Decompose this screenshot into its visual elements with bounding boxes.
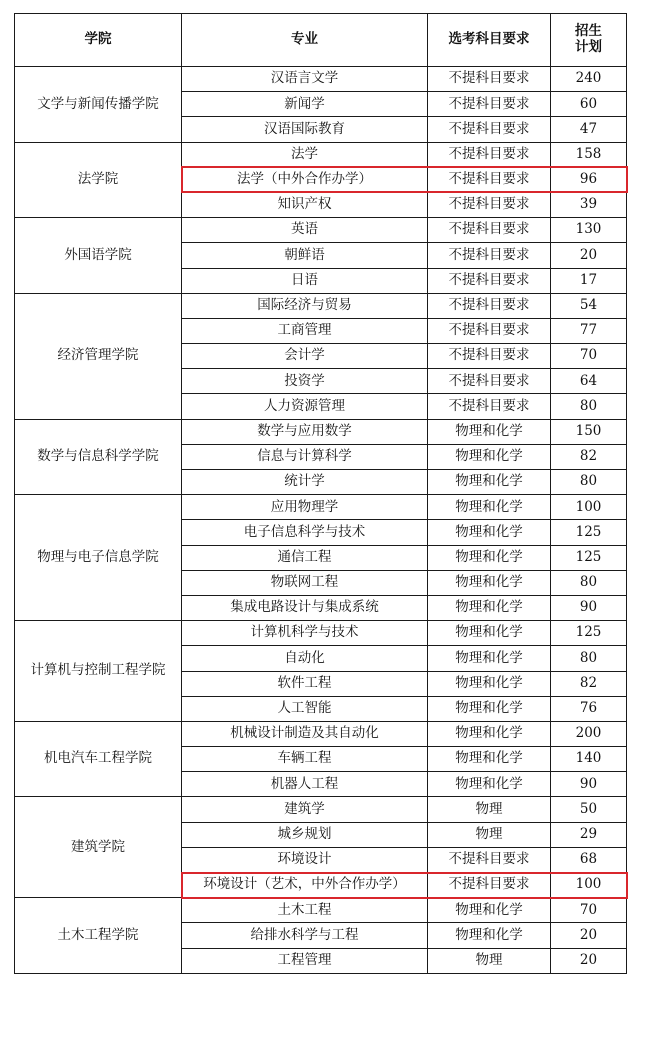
major-cell: 建筑学 bbox=[182, 797, 428, 822]
subject-requirement-cell: 不提科目要求 bbox=[428, 369, 551, 394]
major-cell: 朝鲜语 bbox=[182, 243, 428, 268]
subject-requirement-cell: 不提科目要求 bbox=[428, 344, 551, 369]
major-cell: 环境设计（艺术，中外合作办学） bbox=[182, 873, 428, 898]
subject-requirement-cell: 物理和化学 bbox=[428, 495, 551, 520]
table-row bbox=[15, 419, 627, 444]
major-cell: 人力资源管理 bbox=[182, 394, 428, 419]
major-cell: 英语 bbox=[182, 218, 428, 243]
subject-requirement-cell: 不提科目要求 bbox=[428, 218, 551, 243]
enrollment-plan-cell: 158 bbox=[551, 142, 627, 167]
header-major: 专业 bbox=[182, 14, 428, 67]
subject-requirement-cell: 物理 bbox=[428, 822, 551, 847]
subject-requirement-cell: 不提科目要求 bbox=[428, 167, 551, 192]
subject-requirement-cell: 物理 bbox=[428, 948, 551, 973]
enrollment-plan-cell: 200 bbox=[551, 721, 627, 746]
major-cell: 工程管理 bbox=[182, 948, 428, 973]
major-cell: 通信工程 bbox=[182, 545, 428, 570]
enrollment-plan-cell: 80 bbox=[551, 470, 627, 495]
major-cell: 机器人工程 bbox=[182, 772, 428, 797]
enrollment-plan-cell: 60 bbox=[551, 92, 627, 117]
table-row bbox=[15, 797, 627, 822]
subject-requirement-cell: 不提科目要求 bbox=[428, 394, 551, 419]
enrollment-plan-cell: 70 bbox=[551, 898, 627, 923]
enrollment-plan-table bbox=[14, 13, 627, 974]
subject-requirement-cell: 物理和化学 bbox=[428, 923, 551, 948]
subject-requirement-cell: 不提科目要求 bbox=[428, 243, 551, 268]
enrollment-plan-cell: 125 bbox=[551, 621, 627, 646]
major-cell: 汉语言文学 bbox=[182, 67, 428, 92]
enrollment-plan-cell: 90 bbox=[551, 595, 627, 620]
college-cell: 土木工程学院 bbox=[15, 898, 182, 974]
major-cell: 应用物理学 bbox=[182, 495, 428, 520]
enrollment-plan-cell: 68 bbox=[551, 847, 627, 872]
enrollment-plan-cell: 100 bbox=[551, 495, 627, 520]
enrollment-plan-cell: 64 bbox=[551, 369, 627, 394]
subject-requirement-cell: 物理和化学 bbox=[428, 595, 551, 620]
college-cell: 建筑学院 bbox=[15, 797, 182, 898]
enrollment-plan-cell: 50 bbox=[551, 797, 627, 822]
subject-requirement-cell: 物理和化学 bbox=[428, 419, 551, 444]
subject-requirement-cell: 不提科目要求 bbox=[428, 67, 551, 92]
subject-requirement-cell: 物理和化学 bbox=[428, 444, 551, 469]
major-cell: 土木工程 bbox=[182, 898, 428, 923]
subject-requirement-cell: 不提科目要求 bbox=[428, 318, 551, 343]
college-cell: 机电汽车工程学院 bbox=[15, 721, 182, 797]
header-plan-line1: 招生 bbox=[575, 23, 602, 40]
college-cell: 文学与新闻传播学院 bbox=[15, 67, 182, 143]
subject-requirement-cell: 不提科目要求 bbox=[428, 873, 551, 898]
major-cell: 机械设计制造及其自动化 bbox=[182, 721, 428, 746]
table-body bbox=[15, 67, 627, 974]
enrollment-plan-cell: 96 bbox=[551, 167, 627, 192]
major-cell: 计算机科学与技术 bbox=[182, 621, 428, 646]
major-cell: 城乡规划 bbox=[182, 822, 428, 847]
subject-requirement-cell: 不提科目要求 bbox=[428, 192, 551, 217]
college-cell: 物理与电子信息学院 bbox=[15, 495, 182, 621]
major-cell: 投资学 bbox=[182, 369, 428, 394]
major-cell: 统计学 bbox=[182, 470, 428, 495]
major-cell: 人工智能 bbox=[182, 696, 428, 721]
subject-requirement-cell: 物理和化学 bbox=[428, 621, 551, 646]
subject-requirement-cell: 物理和化学 bbox=[428, 545, 551, 570]
enrollment-plan-cell: 100 bbox=[551, 873, 627, 898]
subject-requirement-cell: 不提科目要求 bbox=[428, 142, 551, 167]
table-row bbox=[15, 218, 627, 243]
enrollment-plan-cell: 76 bbox=[551, 696, 627, 721]
college-cell: 外国语学院 bbox=[15, 218, 182, 294]
table-row bbox=[15, 67, 627, 92]
subject-requirement-cell: 物理和化学 bbox=[428, 696, 551, 721]
subject-requirement-cell: 物理和化学 bbox=[428, 671, 551, 696]
table-row bbox=[15, 721, 627, 746]
table-row bbox=[15, 898, 627, 923]
college-cell: 数学与信息科学学院 bbox=[15, 419, 182, 495]
subject-requirement-cell: 不提科目要求 bbox=[428, 117, 551, 142]
enrollment-plan-cell: 77 bbox=[551, 318, 627, 343]
enrollment-plan-cell: 54 bbox=[551, 293, 627, 318]
enrollment-plan-cell: 125 bbox=[551, 545, 627, 570]
subject-requirement-cell: 物理和化学 bbox=[428, 772, 551, 797]
enrollment-plan-cell: 125 bbox=[551, 520, 627, 545]
college-cell: 计算机与控制工程学院 bbox=[15, 621, 182, 722]
table-header-row bbox=[15, 14, 627, 67]
enrollment-plan-cell: 80 bbox=[551, 570, 627, 595]
enrollment-plan-cell: 80 bbox=[551, 646, 627, 671]
enrollment-plan-cell: 90 bbox=[551, 772, 627, 797]
subject-requirement-cell: 不提科目要求 bbox=[428, 92, 551, 117]
enrollment-plan-cell: 70 bbox=[551, 344, 627, 369]
major-cell: 数学与应用数学 bbox=[182, 419, 428, 444]
table-row bbox=[15, 621, 627, 646]
major-cell: 集成电路设计与集成系统 bbox=[182, 595, 428, 620]
enrollment-plan-cell: 20 bbox=[551, 243, 627, 268]
enrollment-plan-cell: 29 bbox=[551, 822, 627, 847]
enrollment-plan-cell: 130 bbox=[551, 218, 627, 243]
enrollment-plan-cell: 140 bbox=[551, 747, 627, 772]
major-cell: 知识产权 bbox=[182, 192, 428, 217]
enrollment-plan-cell: 39 bbox=[551, 192, 627, 217]
enrollment-plan-cell: 82 bbox=[551, 444, 627, 469]
major-cell: 工商管理 bbox=[182, 318, 428, 343]
major-cell: 自动化 bbox=[182, 646, 428, 671]
major-cell: 法学 bbox=[182, 142, 428, 167]
table-row bbox=[15, 495, 627, 520]
header-enrollment-plan bbox=[551, 14, 627, 67]
enrollment-plan-cell: 80 bbox=[551, 394, 627, 419]
header-plan-line2: 计划 bbox=[575, 39, 602, 55]
header-subject-requirement: 选考科目要求 bbox=[428, 14, 551, 67]
subject-requirement-cell: 物理和化学 bbox=[428, 470, 551, 495]
major-cell: 环境设计 bbox=[182, 847, 428, 872]
major-cell: 新闻学 bbox=[182, 92, 428, 117]
table-row bbox=[15, 142, 627, 167]
subject-requirement-cell: 不提科目要求 bbox=[428, 268, 551, 293]
subject-requirement-cell: 物理和化学 bbox=[428, 898, 551, 923]
subject-requirement-cell: 物理和化学 bbox=[428, 747, 551, 772]
major-cell: 会计学 bbox=[182, 344, 428, 369]
major-cell: 给排水科学与工程 bbox=[182, 923, 428, 948]
enrollment-plan-cell: 20 bbox=[551, 948, 627, 973]
subject-requirement-cell: 不提科目要求 bbox=[428, 293, 551, 318]
subject-requirement-cell: 物理 bbox=[428, 797, 551, 822]
major-cell: 信息与计算科学 bbox=[182, 444, 428, 469]
college-cell: 经济管理学院 bbox=[15, 293, 182, 419]
enrollment-plan-cell: 17 bbox=[551, 268, 627, 293]
college-cell: 法学院 bbox=[15, 142, 182, 218]
major-cell: 国际经济与贸易 bbox=[182, 293, 428, 318]
enrollment-plan-cell: 20 bbox=[551, 923, 627, 948]
major-cell: 软件工程 bbox=[182, 671, 428, 696]
subject-requirement-cell: 不提科目要求 bbox=[428, 847, 551, 872]
subject-requirement-cell: 物理和化学 bbox=[428, 721, 551, 746]
major-cell: 日语 bbox=[182, 268, 428, 293]
subject-requirement-cell: 物理和化学 bbox=[428, 520, 551, 545]
major-cell: 汉语国际教育 bbox=[182, 117, 428, 142]
enrollment-plan-cell: 82 bbox=[551, 671, 627, 696]
subject-requirement-cell: 物理和化学 bbox=[428, 646, 551, 671]
subject-requirement-cell: 物理和化学 bbox=[428, 570, 551, 595]
major-cell: 物联网工程 bbox=[182, 570, 428, 595]
enrollment-plan-cell: 240 bbox=[551, 67, 627, 92]
enrollment-plan-cell: 150 bbox=[551, 419, 627, 444]
enrollment-plan-cell: 47 bbox=[551, 117, 627, 142]
major-cell: 车辆工程 bbox=[182, 747, 428, 772]
major-cell: 法学（中外合作办学） bbox=[182, 167, 428, 192]
major-cell: 电子信息科学与技术 bbox=[182, 520, 428, 545]
table-row bbox=[15, 293, 627, 318]
header-college: 学院 bbox=[15, 14, 182, 67]
